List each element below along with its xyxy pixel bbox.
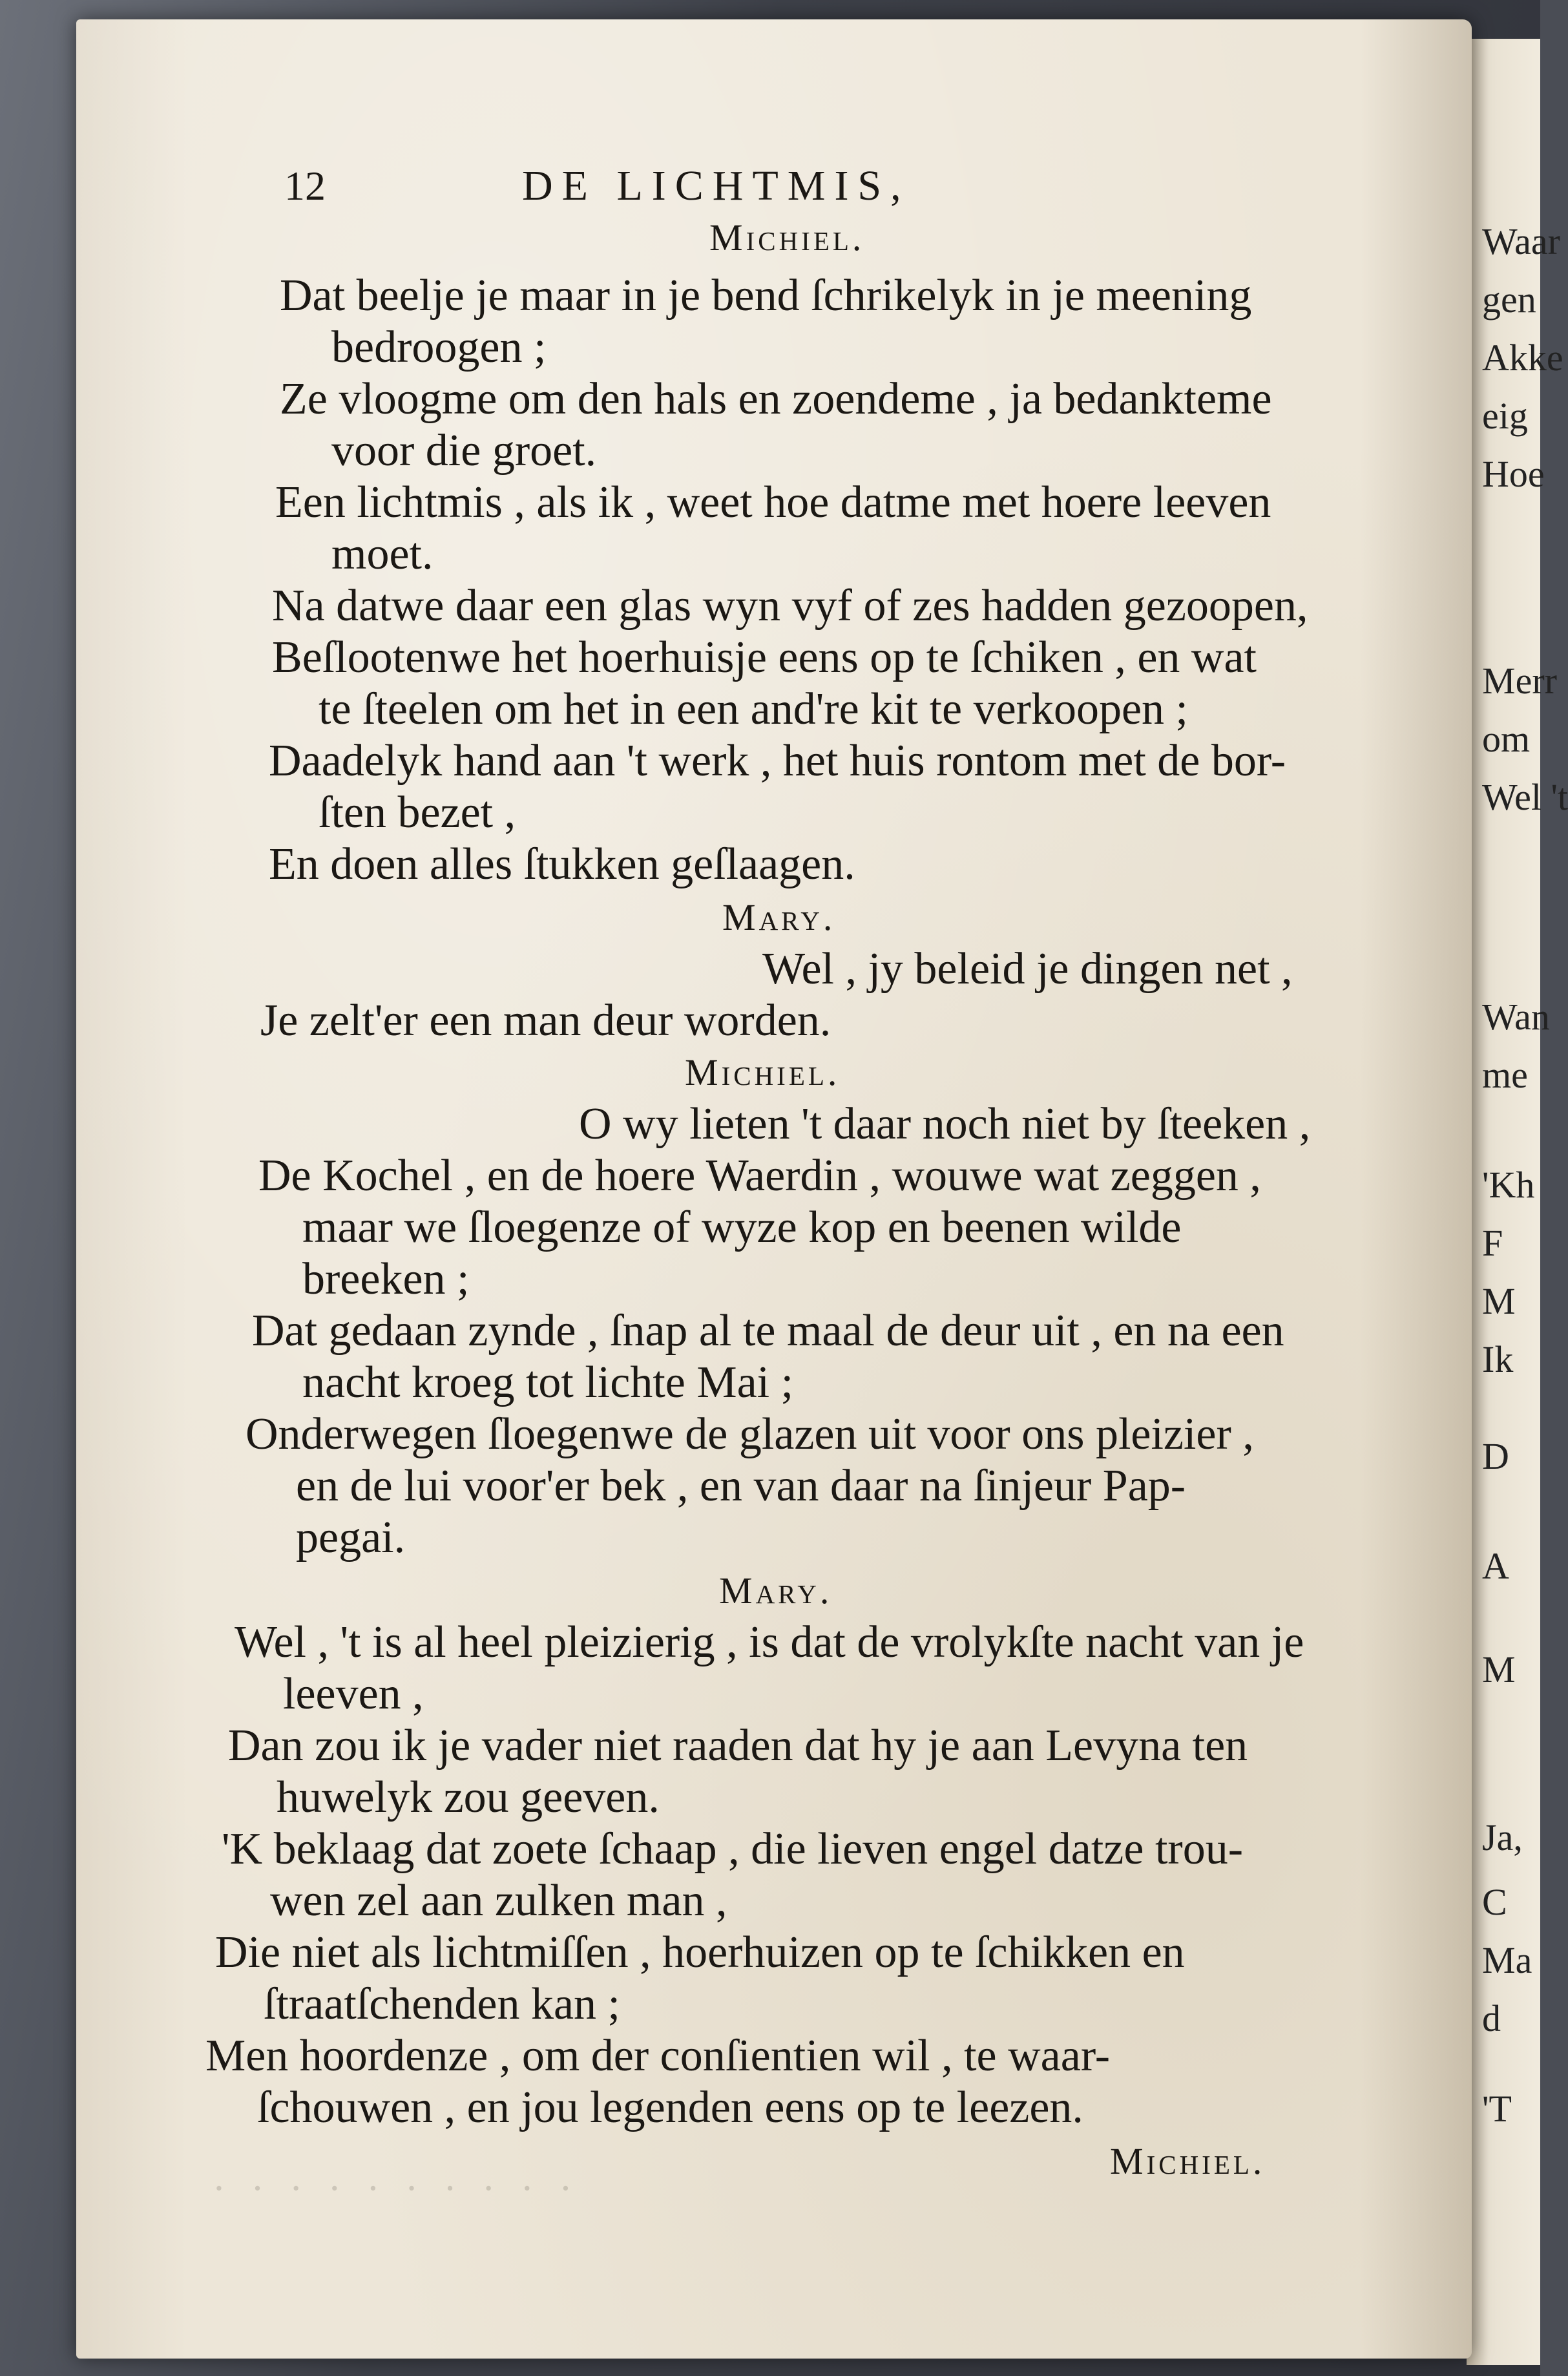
facing-fragment: Wel 't [1482,776,1568,818]
facing-fragment: Merr [1482,660,1557,702]
verse-line: leeven , [283,1669,424,1719]
facing-fragment: M [1482,1648,1516,1690]
facing-fragment: eig [1482,395,1528,437]
verse-line: Een lichtmis , als ik , weet hoe datme met hoere leeven [275,478,1271,527]
verse-line: Dat gedaan zynde , ſnap al te maal de deur uit , en na een [252,1306,1284,1356]
facing-fragment: C [1482,1881,1507,1923]
verse-line: huwelyk zou geeven. [277,1772,660,1822]
speaker-heading: Mary. [722,896,836,938]
verse-line: Dat beelje je maar in je bend ſchrikelyk in je meening [280,271,1252,321]
facing-fragment: me [1482,1054,1528,1096]
page-number: 12 [284,163,326,209]
facing-fragment: A [1482,1545,1509,1587]
facing-fragment: Waar [1482,220,1560,262]
verse-line: Wel , jy beleid je dingen net , [762,944,1293,994]
verse-line: voor die groet. [331,426,597,476]
verse-line: ſten bezet , [319,788,516,837]
facing-fragment: F [1482,1222,1503,1264]
verse-line: Men hoordenze , om der conſientien wil , te waar- [205,2031,1111,2081]
verse-line: wen zel aan zulken man , [270,1876,727,1926]
verse-line: ſchouwen , en jou legenden eens op te leezen. [257,2083,1083,2132]
verse-line: Onderwegen ſloegenwe de glazen uit voor ons pleizier , [246,1409,1254,1459]
verse-line: Die niet als lichtmiſſen , hoerhuizen op te ſchikken en [215,1928,1185,1977]
verse-line: O wy lieten 't daar noch niet by ſteeken , [579,1099,1311,1149]
verse-line: en de lui voor'er bek , en van daar na ſinjeur Pap- [296,1461,1186,1511]
facing-fragment: 'Kh [1482,1164,1535,1206]
facing-fragment: om [1482,718,1531,760]
show-through-ghost-text: · · · · · · · · · · [205,2168,572,2210]
verse-line: 'K beklaag dat zoete ſchaap , die lieven engel datze trou- [222,1824,1244,1874]
book-page [76,19,1472,2359]
facing-fragment: Ma [1482,1939,1532,1981]
verse-line: te ſteelen om het in een and're kit te verkoopen ; [319,684,1188,734]
catchword: Michiel. [1110,2140,1266,2182]
page-text [76,19,1472,2359]
verse-line: Beſlootenwe het hoerhuisje eens op te ſchiken , en wat [272,633,1257,682]
facing-fragment: gen [1482,279,1536,321]
verse-line: En doen alles ſtukken geſlaagen. [269,839,855,889]
verse-line: De Kochel , en de hoere Waerdin , wouwe wat zeggen , [258,1151,1261,1201]
speaker-heading: Michiel. [709,216,865,258]
verse-line: Dan zou ik je vader niet raaden dat hy je aan Levyna ten [228,1721,1248,1771]
facing-fragment: D [1482,1435,1509,1477]
verse-line: ſtraatſchenden kan ; [264,1979,620,2029]
verse-line: Daadelyk hand aan 't werk , het huis rontom met de bor- [269,736,1286,786]
verse-line: breeken ; [302,1254,470,1304]
facing-fragment: Ik [1482,1338,1514,1380]
verse-line: Na datwe daar een glas wyn vyf of zes hadden gezoopen, [272,581,1308,631]
facing-fragment: 'T [1482,2088,1512,2130]
verse-line: moet. [331,529,434,579]
verse-line: bedroogen ; [331,322,547,372]
verse-line: Ze vloogme om den hals en zoendeme , ja bedankteme [280,374,1272,424]
verse-line: Wel , 't is al heel pleizierig , is dat de vrolykſte nacht van je [235,1617,1304,1667]
facing-fragment: M [1482,1280,1516,1322]
verse-line: nacht kroeg tot lichte Mai ; [302,1358,794,1407]
verse-line: Je zelt'er een man deur worden. [260,996,831,1046]
facing-fragment: d [1482,1997,1501,2039]
running-title: DE LICHTMIS, [522,162,910,209]
speaker-heading: Mary. [719,1570,833,1612]
verse-line: maar we ſloegenze of wyze kop en beenen wilde [302,1203,1182,1252]
facing-fragment: Ja, [1482,1816,1523,1858]
facing-fragment: Hoe [1482,453,1545,495]
facing-fragment: Akke [1482,337,1563,379]
facing-page-edge [1467,39,1568,2365]
facing-fragment: Wan [1482,996,1550,1038]
verse-line: pegai. [296,1513,406,1562]
speaker-heading: Michiel. [685,1051,841,1093]
